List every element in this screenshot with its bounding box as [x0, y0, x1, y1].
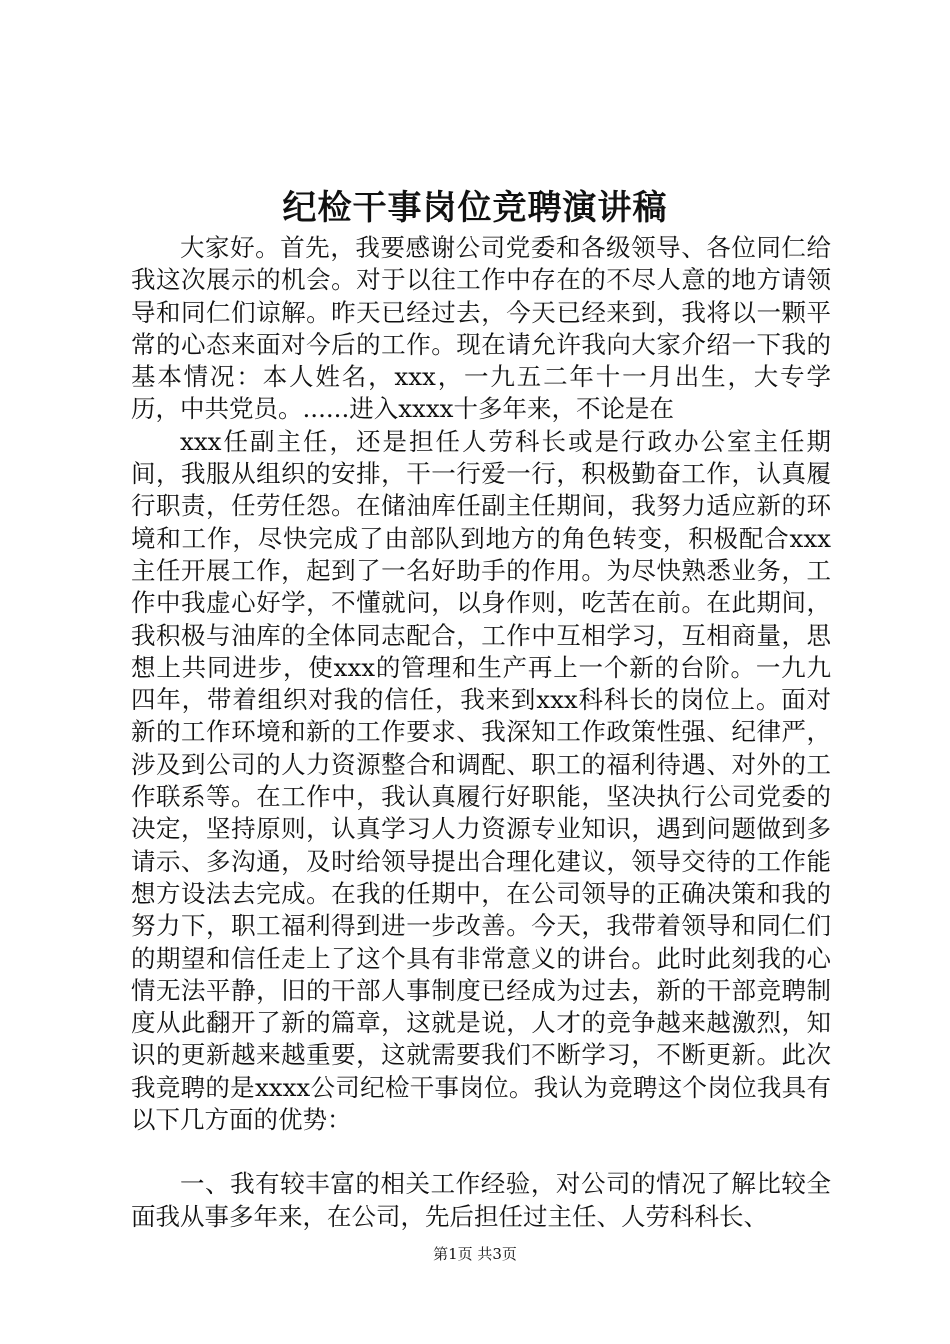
page-number: 第1页 共3页	[433, 1245, 517, 1263]
paragraph-intro: 大家好。首先，我要感谢公司党委和各级领导、各位同仁给我这次展示的机会。对于以往工作中存在的不尽人意的地方请领导和同仁们谅解。昨天已经过去，今天已经来到，我将以一颗平常的心态来面对今后的工作。现在请允许我向大家介绍一下我的基本情况：本人姓名，xxx，一九五二年十一月出生，大专学历，中共党员。......进入xxxx十多年来，不论是在	[131, 233, 831, 424]
document-title: 纪检干事岗位竞聘演讲稿	[282, 188, 668, 228]
paragraph-advantage-one: 一、我有较丰富的相关工作经验，对公司的情况了解比较全面我从事多年来，在公司，先后担任过主任、人劳科科长、	[131, 1169, 831, 1231]
document-body	[131, 232, 831, 1233]
paragraph-experience: xxx任副主任，还是担任人劳科长或是行政办公室主任期间，我服从组织的安排，干一行爱一行，积极勤奋工作，认真履行职责，任劳任怨。在储油库任副主任期间，我努力适应新的环境和工作，尽快完成了由部队到地方的角色转变，积极配合xxx主任开展工作，起到了一名好助手的作用。为尽快熟悉业务，工作中我虚心好学，不懂就问，以身作则，吃苦在前。在此期间，我积极与油库的全体同志配合，工作中互相学习，互相商量，思想上共同进步，使xxx的管理和生产再上一个新的台阶。一九九四年，带着组织对我的信任，我来到xxx科科长的岗位上。面对新的工作环境和新的工作要求、我深知工作政策性强、纪律严，涉及到公司的人力资源整合和调配、职工的福利待遇、对外的工作联系等。在工作中，我认真履行好职能，坚决执行公司党委的决定，坚持原则，认真学习人力资源专业知识，遇到问题做到多请示、多沟通，及时给领导提出合理化建议，领导交待的工作能想方设法去完成。在我的任期中，在公司领导的正确决策和我的努力下，职工福利得到进一步改善。今天，我带着领导和同仁们的期望和信任走上了这个具有非常意义的讲台。此时此刻我的心情无法平静，旧的干部人事制度已经成为过去，新的干部竞聘制度从此翻开了新的篇章，这就是说，人才的竞争越来越激烈，知识的更新越来越重要，这就需要我们不断学习，不断更新。此次我竞聘的是xxxx公司纪检干事岗位。我认为竞聘这个岗位我具有以下几方面的优势：	[131, 426, 831, 1135]
